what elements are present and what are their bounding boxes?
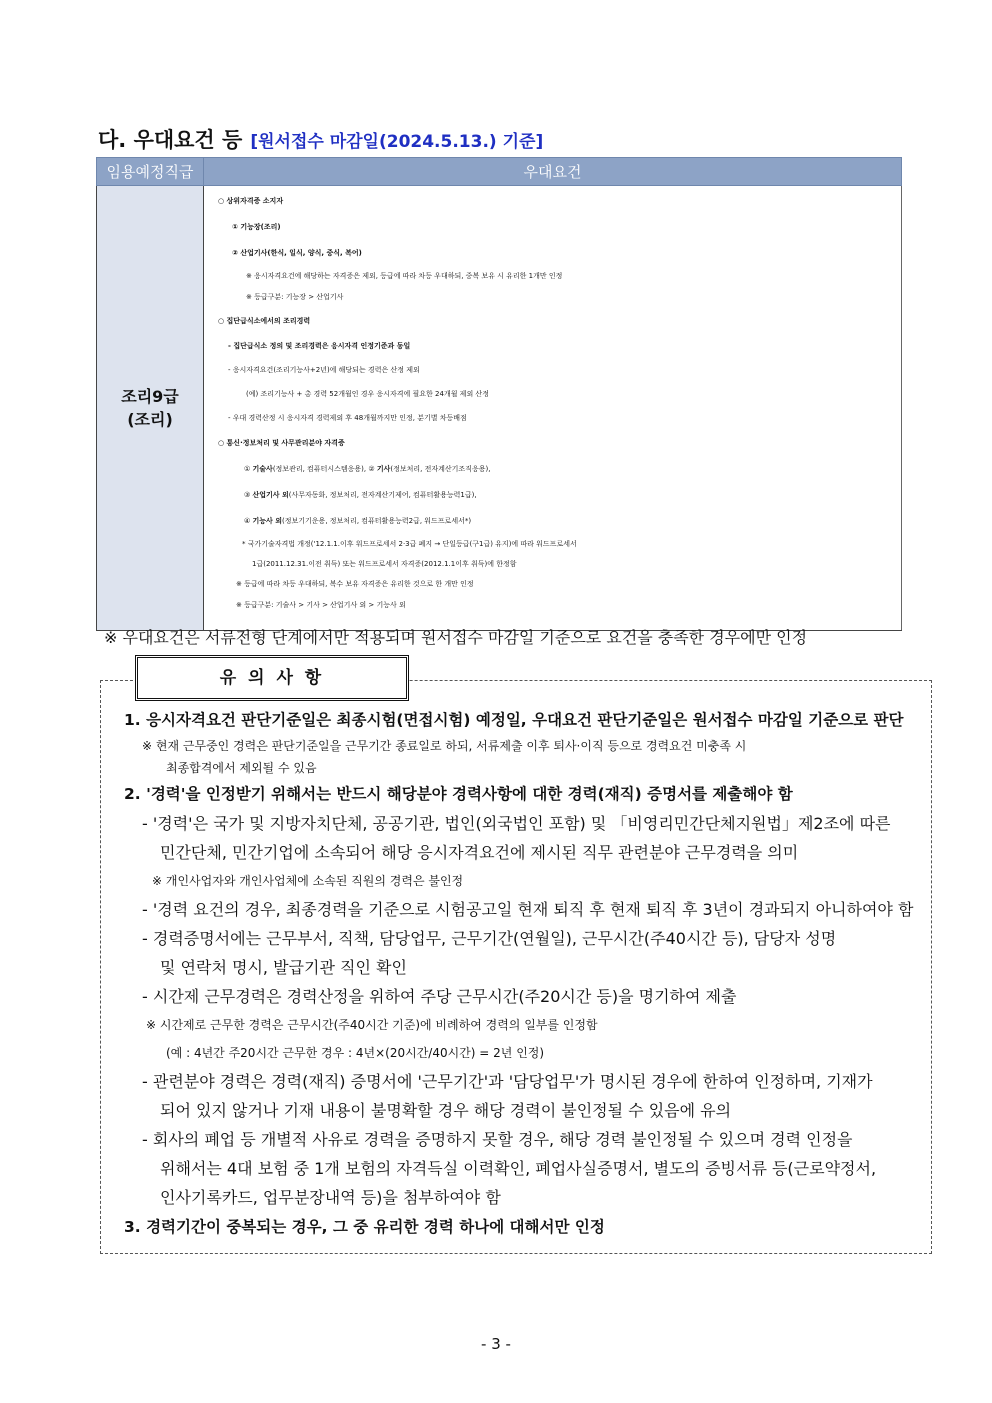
notice-item1: 1. 응시자격요건 판단기준일은 최종시험(면접시험) 예정일, 우대요건 판단기준일은 원서접수 마감일 기준으로 판단 xyxy=(124,711,904,729)
notice-d3b: 및 연락처 명시, 발급기관 직인 확인 xyxy=(160,958,407,977)
sec1-heading: ○ 상위자격증 소지자 xyxy=(218,197,284,205)
notice-d1a: - '경력'은 국가 및 지방자치단체, 공공기관, 법인(외국법인 포함) 및 「비영리민간단체지원법」제2조에 따른 xyxy=(142,814,891,833)
notice-d3a: - 경력증명서에는 근무부서, 직책, 담당업무, 근무기간(연월일), 근무시간(주40시간 등), 담당자 성명 xyxy=(142,929,837,948)
sec3-note2: ※ 등급구분: 기술사 > 기사 > 산업기사 외 > 기능사 외 xyxy=(236,601,406,609)
notice-item2: 2. '경력'을 인정받기 위해서는 반드시 해당분야 경력사항에 대한 경력(재직) 증명서를 제출해야 함 xyxy=(124,785,793,803)
sec3-item1-bold: 기술사 xyxy=(252,465,273,473)
notice-d6a: - 회사의 폐업 등 개별적 사유로 경력을 증명하지 못할 경우, 해당 경력 불인정될 수 있으며 경력 인정을 xyxy=(142,1130,853,1149)
header-grade: 임용예정직급 xyxy=(97,158,204,186)
notice-item1-note-a: ※ 현재 근무중인 경력은 판단기준일을 근무기간 종료일로 하되, 서류제출 이후 퇴사·이직 등으로 경력요건 미충족 시 xyxy=(142,739,747,753)
sec3-item2-bold: 기사 xyxy=(376,465,391,473)
sec3-star-note1: * 국가기술자격법 개정('12.1.1.이후 워드프로세서 2·3급 폐지 → 단일등급(구1급) 유지)에 따라 워드프로세서 xyxy=(242,540,577,548)
sec3-item2-rest: (정보처리, 전자계산기조직응용), xyxy=(390,465,491,473)
page-number: - 3 - xyxy=(481,1335,511,1353)
notice-d5a: - 관련분야 경력은 경력(재직) 증명서에 '근무기간'과 '담당업무'가 명시된 경우에 한하여 인정하며, 기재가 xyxy=(142,1072,873,1091)
sec3-item3-bold: 산업기사 외 xyxy=(252,491,289,499)
sec3-note1: ※ 등급에 따라 차등 우대하되, 복수 보유 자격증은 유리한 것으로 한 개만 인정 xyxy=(236,580,474,588)
notice-d4-example: (예 : 4년간 주20시간 근무한 경우 : 4년×(20시간/40시간) = 2년 인정) xyxy=(166,1046,545,1060)
notice-d4: - 시간제 근무경력은 경력산정을 위하여 주당 근무시간(주20시간 등)을 명기하여 제출 xyxy=(142,987,737,1006)
sec2-line2: - 응시자격요건(조리기능사+2년)에 해당되는 경력은 산정 제외 xyxy=(228,366,420,374)
sec2-line1: - 집단급식소 정의 및 조리경력은 응시자격 인정기준과 동일 xyxy=(228,342,411,350)
sec3-item3-num: ③ xyxy=(244,491,251,499)
sec1-item2: ② 산업기사(한식, 일식, 양식, 중식, 복어) xyxy=(232,249,362,257)
notice-d2: - '경력 요건의 경우, 최종경력을 기준으로 시험공고일 현재 퇴직 후 현재 퇴직 후 3년이 경과되지 아니하여야 함 xyxy=(142,900,914,919)
sec3-item4-num: ④ xyxy=(244,517,251,525)
preference-table xyxy=(96,157,902,631)
sec3-item1-rest: (정보관리, 컴퓨터시스템응용), xyxy=(272,465,367,473)
grade-cell xyxy=(97,186,204,631)
sec1-item1: ① 기능장(조리) xyxy=(232,223,281,231)
sec2-line4: - 우대 경력산정 시 응시자격 경력제외 후 48개월까지만 인정, 분기별 차등배점 xyxy=(228,414,467,422)
section-title xyxy=(98,124,543,154)
section-title-main: 다. 우대요건 등 xyxy=(98,128,243,152)
notice-d1-note: ※ 개인사업자와 개인사업체에 소속된 직원의 경력은 불인정 xyxy=(152,874,464,888)
grade-line2: (조리) xyxy=(127,410,173,429)
section-title-sub: [원서접수 마감일(2024.5.13.) 기준] xyxy=(250,132,544,152)
sec3-item-row2 xyxy=(204,482,901,508)
notice-content xyxy=(124,705,924,1242)
notice-d4-note: ※ 시간제로 근무한 경력은 근무시간(주40시간 기준)에 비례하여 경력의 일부를 인정함 xyxy=(146,1018,598,1032)
grade-line1: 조리9급 xyxy=(121,387,179,406)
sec1-note2: ※ 등급구분: 기능장 > 산업기사 xyxy=(246,293,344,301)
sec3-star-note2: 1급(2011.12.31.이전 취득) 또는 워드프로세서 자격증(2012.1.1이후 취득)에 한정함 xyxy=(252,560,517,568)
sec3-heading: ○ 통신·정보처리 및 사무관리분야 자격증 xyxy=(218,439,345,447)
notice-d6c: 인사기록카드, 업무분장내역 등)을 첨부하여야 함 xyxy=(160,1188,501,1207)
notice-item3: 3. 경력기간이 중복되는 경우, 그 중 유리한 경력 하나에 대해서만 인정 xyxy=(124,1218,605,1236)
notice-item1-note-b: 최종합격에서 제외될 수 있음 xyxy=(166,761,317,775)
sec2-heading: ○ 집단급식소에서의 조리경력 xyxy=(218,317,311,325)
sec3-item4-bold: 기능사 외 xyxy=(252,517,283,525)
sec3-item4-rest: (정보기기운용, 정보처리, 컴퓨터활용능력2급, 워드프로세서*) xyxy=(282,517,472,525)
notice-d1b: 민간단체, 민간기업에 소속되어 해당 응시자격요건에 제시된 직무 관련분야 근무경력을 의미 xyxy=(160,843,799,862)
sec3-item3-rest: (사무자동화, 정보처리, 전자계산기제어, 컴퓨터활용능력1급), xyxy=(288,491,477,499)
sec3-item-row3 xyxy=(204,508,901,534)
table-footnote: ※ 우대요건은 서류전형 단계에서만 적용되며 원서접수 마감일 기준으로 요건을 충족한 경우에만 인정 xyxy=(104,628,808,647)
sec1-note1: ※ 응시자격요건에 해당하는 자격증은 제외, 등급에 따라 차등 우대하되, 중복 보유 시 유리한 1개만 인정 xyxy=(246,272,563,280)
notice-title: 유 의 사 항 xyxy=(135,655,409,701)
header-preference: 우대요건 xyxy=(204,158,902,186)
sec2-line3: (예) 조리기능사 + 총 경력 52개월인 경우 응시자격에 필요한 24개월 제외 산정 xyxy=(246,390,489,398)
sec3-item1-num: ① xyxy=(244,465,251,473)
sec3-item-row1 xyxy=(204,456,901,482)
preference-cell xyxy=(204,186,902,631)
notice-d6b: 위해서는 4대 보험 중 1개 보험의 자격득실 이력확인, 폐업사실증명서, 별도의 증빙서류 등(근로약정서, xyxy=(160,1159,877,1178)
notice-d5b: 되어 있지 않거나 기재 내용이 불명확할 경우 해당 경력이 불인정될 수 있음에 유의 xyxy=(160,1101,732,1120)
sec3-item2-num: ② xyxy=(368,465,375,473)
